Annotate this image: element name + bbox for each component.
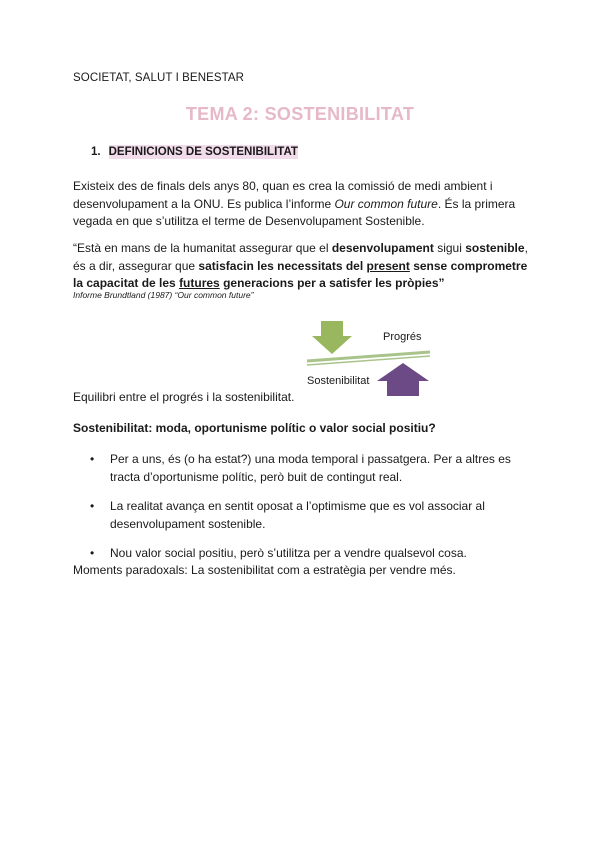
section-label: DEFINICIONS DE SOSTENIBILITAT xyxy=(108,146,298,158)
section-number: 1. xyxy=(91,146,101,158)
balance-line xyxy=(307,352,430,361)
brundtland-quote xyxy=(73,240,533,293)
quote-part: , és a dir, assegurar que xyxy=(73,241,528,273)
quote-part: “Està en mans de la humanitat assegurar que el xyxy=(73,241,332,255)
quote-citation: Informe Brundtland (1987) “Our common future” xyxy=(73,290,254,300)
section-heading xyxy=(91,146,298,158)
bullet-list xyxy=(90,451,520,486)
document-header: SOCIETAT, SALUT I BENESTAR xyxy=(73,72,245,84)
quote-bold-desenvolupament: desenvolupament xyxy=(331,241,434,255)
intro-paragraph xyxy=(73,178,533,231)
down-arrow-icon xyxy=(312,321,352,354)
list-item: • La realitat avança en sentit oposat a l’optimisme que es vol associar al desenvolupament sostenible. xyxy=(90,498,520,533)
quote-bold-part: generacions per a satisfer les pròpies” xyxy=(219,276,445,290)
bullet-list xyxy=(90,498,520,533)
equilibri-text: Equilibri entre el progrés i la sostenibilitat. xyxy=(73,390,295,404)
list-item: • Nou valor social positiu, però s’utilitza per a vendre qualsevol cosa. xyxy=(90,545,520,563)
quote-bold-part: satisfacin les necessitats del xyxy=(198,258,367,273)
bullet-list xyxy=(90,545,520,563)
intro-text-c: . És la primera vegada en que s’utilitza el terme de Desenvolupament Sostenible. xyxy=(73,196,516,228)
sostenibilitat-label: Sostenibilitat xyxy=(307,375,370,387)
quote-bold-part: sense comprometre la capacitat de les xyxy=(73,258,528,290)
moments-paradoxals-text: Moments paradoxals: La sostenibilitat com a estratègia per vendre més. xyxy=(73,563,456,577)
page-title: TEMA 2: SOSTENIBILITAT xyxy=(185,104,415,124)
intro-report-title: Our common future xyxy=(334,196,438,211)
quote-underline-futures: futures xyxy=(179,276,220,290)
quote-underline-present: present xyxy=(366,258,410,273)
quote-part: sigui xyxy=(433,241,466,255)
question-heading: Sostenibilitat: moda, oportunisme polític o valor social positiu? xyxy=(73,421,436,435)
up-arrow-icon xyxy=(377,363,429,396)
quote-bold-sostenible: sostenible xyxy=(465,241,525,255)
list-item: • Per a uns, és (o ha estat?) una moda temporal i passatgera. Per a altres es tracta d’oportunisme polític, però buit de contingut real. xyxy=(90,451,520,486)
intro-text-a: Existeix des de finals dels anys 80, quan es crea la comissió de medi ambient i desenvolupament a la ONU. Es publica l’informe xyxy=(73,179,493,211)
progres-label: Progrés xyxy=(383,331,422,343)
